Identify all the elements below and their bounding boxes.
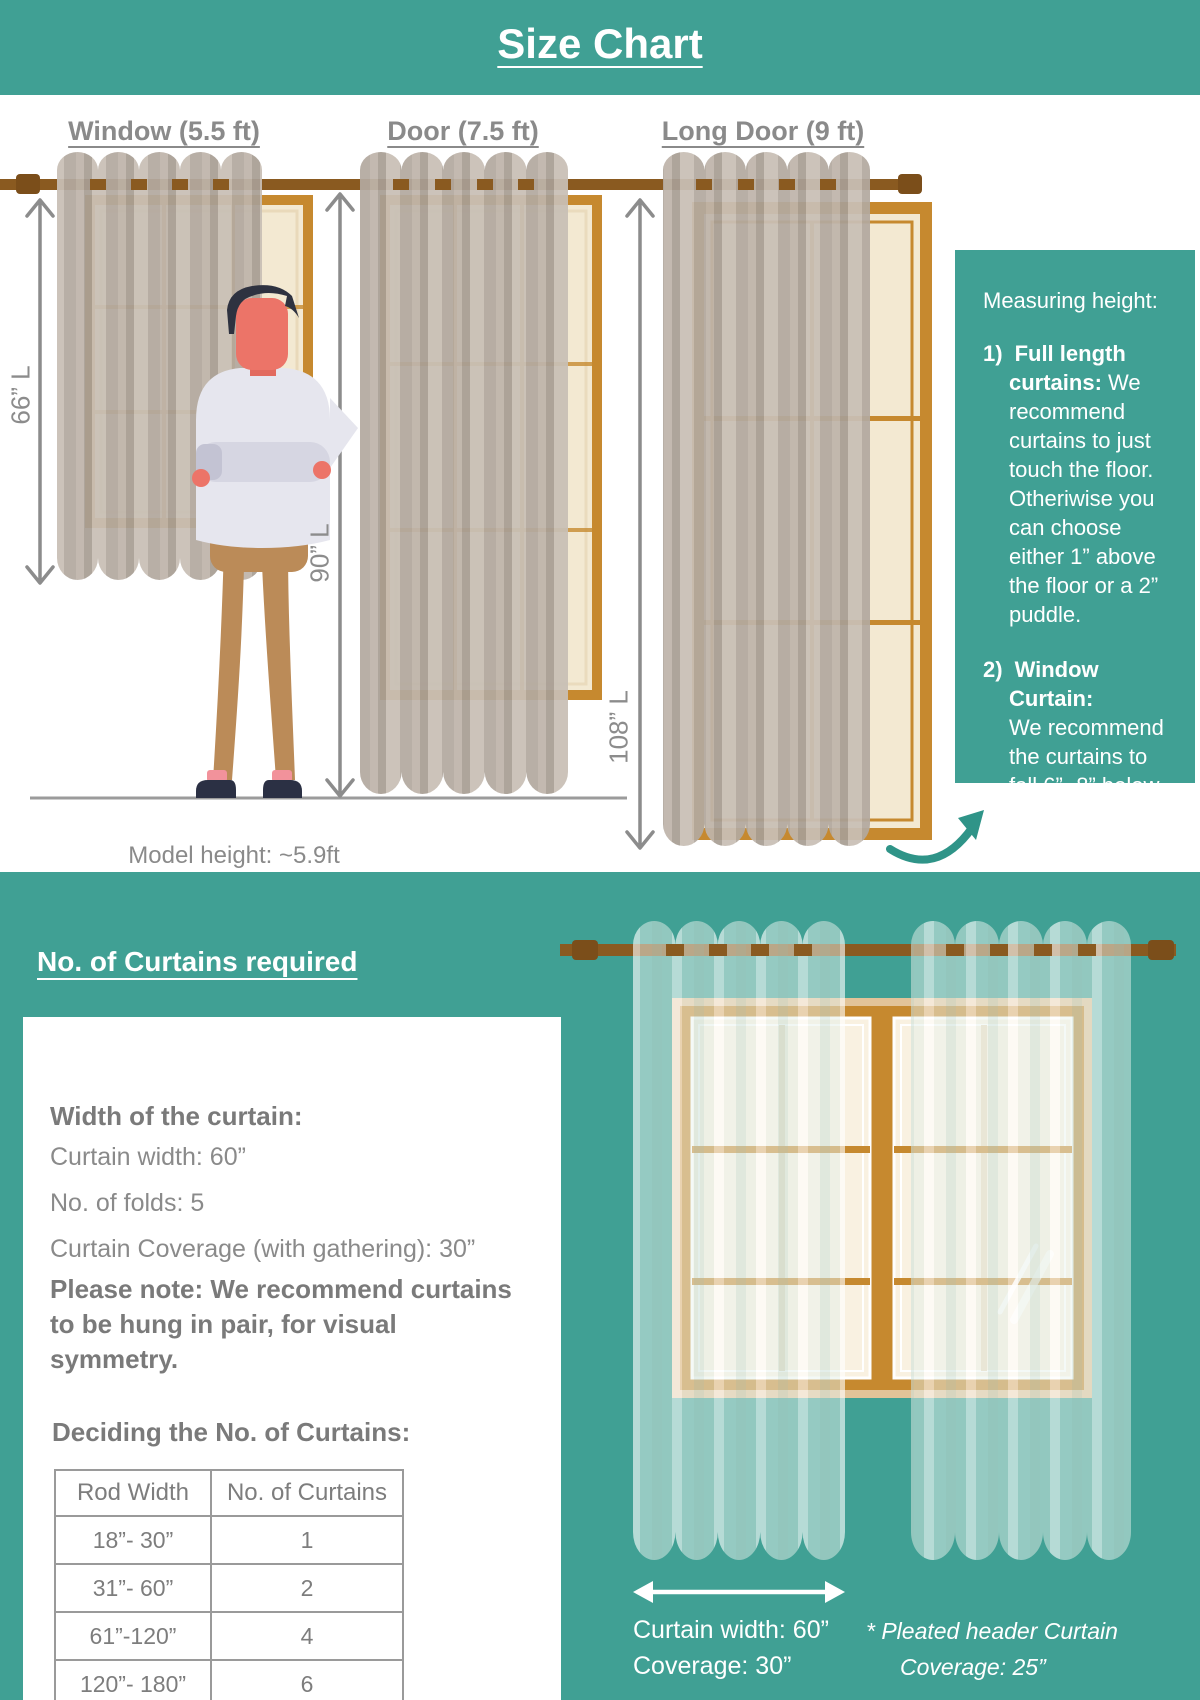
pair-note: Please note: We recommend curtains to be hung in pair, for visual symmetry.	[50, 1274, 512, 1375]
curtains-table	[54, 1469, 404, 1700]
panel-label-door: Door (7.5 ft)	[387, 116, 539, 146]
table-heading: Deciding the No. of Curtains:	[52, 1417, 411, 1447]
table-header-row	[55, 1470, 403, 1516]
length-label-108: 108” L	[603, 690, 634, 764]
table-cell: 18”- 30”	[55, 1516, 211, 1564]
info-item-2-number: 2)	[983, 657, 1003, 683]
table-row	[55, 1516, 403, 1564]
curtain-width-card	[23, 1017, 561, 1700]
fig-pleated-note-line1: * Pleated header Curtain	[866, 1618, 1118, 1644]
model-height-label: Model height: ~5.9ft	[128, 842, 340, 869]
sheer-curtain-left-icon	[633, 921, 845, 1560]
coverage-line: Curtain Coverage (with gathering): 30”	[50, 1235, 476, 1263]
measuring-height-info-box	[955, 250, 1195, 828]
info-item-1-number: 1)	[983, 341, 1003, 367]
panel-label-long-door: Long Door (9 ft)	[661, 116, 865, 146]
table-cell: 120”- 180”	[55, 1660, 211, 1700]
fig-pleated-note-line2: Coverage: 25”	[900, 1654, 1046, 1680]
info-item-full-length	[983, 339, 1171, 629]
fig-curtain-width-label: Curtain width: 60”	[633, 1616, 829, 1644]
fig-coverage-label: Coverage: 30”	[633, 1652, 792, 1680]
info-item-2-text: We recommend the curtains to fall 6”- 8” below the window sill.	[1009, 715, 1164, 828]
page-title: Size Chart	[497, 20, 703, 67]
curtain-door-icon	[360, 152, 568, 794]
table-cell: 4	[211, 1612, 403, 1660]
sheer-curtain-right-icon	[911, 921, 1131, 1560]
table-row	[55, 1564, 403, 1612]
info-heading: Measuring height:	[983, 288, 1158, 313]
curtain-long-door-icon	[663, 152, 870, 846]
table-cell: 31”- 60”	[55, 1564, 211, 1612]
width-arrow-icon	[633, 1581, 845, 1603]
folds-line: No. of folds: 5	[50, 1189, 205, 1217]
panel-label-window: Window (5.5 ft)	[68, 116, 260, 146]
info-item-2-title: Window Curtain:	[1009, 657, 1099, 712]
curtains-required-heading: No. of Curtains required	[37, 946, 358, 977]
table-row	[55, 1612, 403, 1660]
table-row	[55, 1660, 403, 1700]
info-item-1-text: We recommend curtains to just touch the floor. Otheriwise you can choose either 1” above the floor or a 2” puddle.	[1009, 370, 1159, 628]
curtain-width-line: Curtain width: 60”	[50, 1143, 246, 1171]
length-label-66: 66” L	[5, 365, 36, 425]
width-heading: Width of the curtain:	[50, 1101, 303, 1131]
table-cell: 2	[211, 1564, 403, 1612]
table-cell: 1	[211, 1516, 403, 1564]
length-label-90: 90” L	[304, 523, 335, 583]
measure-arrow-90-icon	[327, 194, 353, 796]
info-item-1-title: Full length curtains:	[1009, 341, 1126, 396]
table-header-rod-width: Rod Width	[55, 1470, 211, 1516]
info-item-window-curtain	[983, 655, 1171, 829]
table-cell: 6	[211, 1660, 403, 1700]
table-cell: 61”-120”	[55, 1612, 211, 1660]
table-header-no-of-curtains: No. of Curtains	[211, 1470, 403, 1516]
